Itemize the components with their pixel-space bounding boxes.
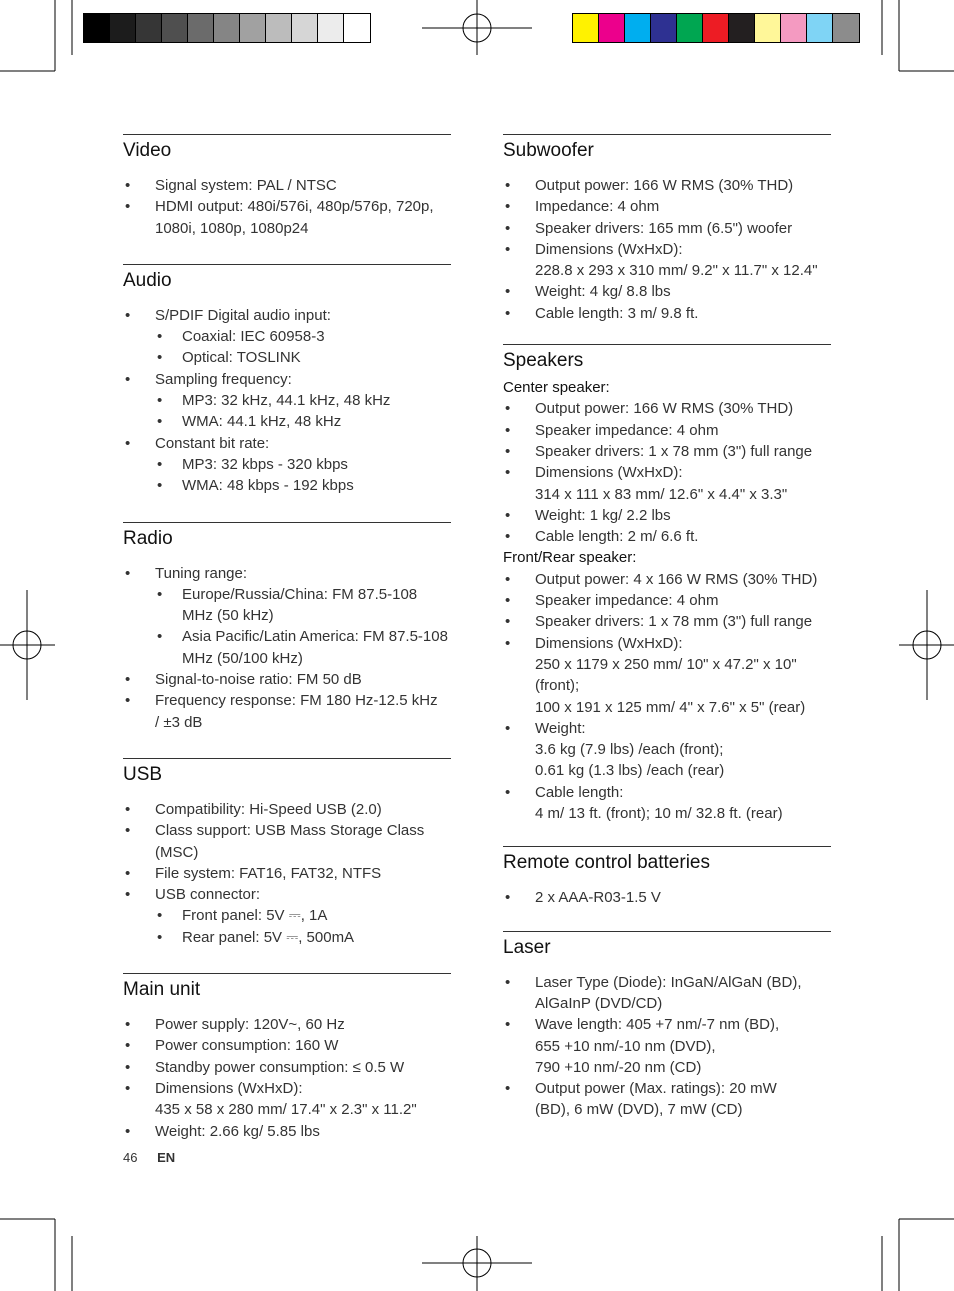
spec-text: 100 x 191 x 125 mm/ 4" x 7.6" x 5" (rear) [535, 698, 806, 716]
spec-text: • Output power: 4 x 166 W RMS (30% THD) [535, 570, 818, 588]
spec-subitem [155, 454, 451, 475]
spec-text: • Power consumption: 160 W [155, 1037, 339, 1055]
spec-item [503, 1014, 831, 1078]
spec-text: • Dimensions (WxHxD): [535, 634, 683, 652]
spec-text: 314 x 111 x 83 mm/ 12.6" x 4.4" x 3.3" [535, 485, 788, 503]
spec-subitem [155, 326, 451, 347]
spec-list [503, 887, 831, 908]
spec-text: AlGaInP (DVD/CD) [535, 994, 663, 1012]
section-title: Subwoofer [503, 140, 594, 161]
color-swatch [807, 14, 833, 42]
spec-item [123, 863, 451, 884]
spec-item [503, 569, 831, 590]
color-swatch [625, 14, 651, 42]
spec-text: • Dimensions (WxHxD): [155, 1079, 303, 1097]
section-laser [503, 931, 831, 1121]
right-column [503, 134, 831, 1121]
color-swatch [240, 14, 266, 42]
spec-item [503, 239, 831, 282]
subsection-title: Center speaker: [503, 379, 610, 397]
spec-text: • Weight: 1 kg/ 2.2 lbs [535, 506, 671, 524]
spec-subitem [155, 584, 451, 627]
spec-item [123, 196, 451, 239]
spec-list [503, 398, 831, 547]
spec-list [123, 175, 451, 239]
spec-subitem [155, 905, 451, 926]
spec-text: 228.8 x 293 x 310 mm/ 9.2" x 11.7" x 12.4" [535, 262, 818, 280]
spec-item [123, 563, 451, 669]
spec-item [123, 1121, 451, 1142]
spec-sublist [155, 584, 451, 669]
section-remote-control-batteries [503, 846, 831, 908]
spec-text: (MSC) [155, 843, 199, 861]
spec-text: MHz (50 kHz) [182, 607, 274, 625]
color-swatch [755, 14, 781, 42]
spec-text: • Class support: USB Mass Storage Class [155, 822, 425, 840]
color-swatch [162, 14, 188, 42]
spec-text: • 2 x AAA-R03-1.5 V [535, 889, 661, 907]
spec-item [503, 505, 831, 526]
spec-text: • Output power (Max. ratings): 20 mW [535, 1080, 777, 1098]
spec-text: • Laser Type (Diode): InGaN/AlGaN (BD), [535, 973, 802, 991]
subsection-title: Front/Rear speaker: [503, 549, 637, 567]
spec-text: 250 x 1179 x 250 mm/ 10" x 47.2" x 10" [535, 655, 797, 673]
spec-text: • Weight: 4 kg/ 8.8 lbs [535, 283, 671, 301]
spec-text: 1080i, 1080p, 1080p24 [155, 219, 309, 237]
spec-text: • USB connector: [155, 886, 261, 904]
color-swatch [136, 14, 162, 42]
section-title: Remote control batteries [503, 852, 710, 874]
spec-text: • Cable length: 3 m/ 9.8 ft. [535, 304, 699, 322]
color-swatch [110, 14, 136, 42]
spec-item [123, 1057, 451, 1078]
spec-item [123, 669, 451, 690]
spec-list [123, 305, 451, 497]
spec-text: • Wave length: 405 +7 nm/-7 nm (BD), [535, 1016, 780, 1034]
spec-text: • Dimensions (WxHxD): [535, 464, 683, 482]
section-radio [123, 522, 451, 733]
spec-text: • Speaker drivers: 1 x 78 mm (3") full range [535, 613, 813, 631]
language-code: EN [157, 1150, 176, 1165]
section-subwoofer [503, 134, 831, 324]
color-swatch [729, 14, 755, 42]
spec-text: • WMA: 48 kbps - 192 kbps [182, 477, 354, 495]
section-audio [123, 264, 451, 497]
spec-text: • Power supply: 120V~, 60 Hz [155, 1016, 345, 1034]
page-footer [123, 1150, 175, 1165]
spec-item [503, 611, 831, 632]
spec-text: • Dimensions (WxHxD): [535, 240, 683, 258]
spec-item [123, 305, 451, 369]
spec-subitem [155, 927, 451, 948]
section-title: Radio [123, 527, 173, 549]
spec-text: • Weight: [535, 719, 586, 737]
spec-text: • Optical: TOSLINK [182, 349, 301, 367]
spec-text: • Tuning range: [155, 564, 248, 582]
spec-item [123, 369, 451, 433]
spec-text: 0.61 kg (1.3 lbs) /each (rear) [535, 762, 725, 780]
spec-item [123, 175, 451, 196]
spec-sublist [155, 390, 451, 433]
spec-item [123, 1035, 451, 1056]
spec-item [503, 633, 831, 718]
spec-text: • Weight: 2.66 kg/ 5.85 lbs [155, 1122, 320, 1140]
section-video [123, 134, 451, 239]
spec-list [503, 175, 831, 324]
spec-list [123, 563, 451, 733]
spec-item [503, 420, 831, 441]
spec-item [503, 303, 831, 324]
spec-item [503, 462, 831, 505]
spec-text: • Coaxial: IEC 60958-3 [182, 328, 325, 346]
spec-item [503, 782, 831, 825]
color-swatch [651, 14, 677, 42]
grayscale-color-bar [83, 13, 371, 43]
spec-text: 435 x 58 x 280 mm/ 17.4" x 2.3" x 11.2" [155, 1101, 417, 1119]
spec-item [123, 690, 451, 733]
color-swatch [214, 14, 240, 42]
spec-text: • Frequency response: FM 180 Hz-12.5 kHz [155, 692, 438, 710]
spec-text: 790 +10 nm/-20 nm (CD) [535, 1058, 702, 1076]
spec-list [123, 1014, 451, 1142]
section-title: Laser [503, 936, 551, 958]
spec-text: • Signal-to-noise ratio: FM 50 dB [155, 671, 362, 689]
section-title: Speakers [503, 350, 584, 372]
spec-list [503, 972, 831, 1121]
color-swatch [781, 14, 807, 42]
spec-item [503, 218, 831, 239]
spec-item [503, 398, 831, 419]
spec-text: • HDMI output: 480i/576i, 480p/576p, 720p, [155, 198, 434, 216]
spec-item [503, 1078, 831, 1121]
spec-text: • Cable length: 2 m/ 6.6 ft. [535, 528, 699, 546]
spec-text: • File system: FAT16, FAT32, NTFS [155, 864, 382, 882]
spec-text: • S/PDIF Digital audio input: [155, 306, 331, 324]
section-title: USB [123, 763, 163, 785]
spec-item [503, 718, 831, 782]
spec-text: • WMA: 44.1 kHz, 48 kHz [182, 413, 342, 431]
spec-text: • Constant bit rate: [155, 434, 270, 452]
spec-text: • Front panel: 5V ⎓, 1A [182, 907, 328, 925]
color-swatch [599, 14, 625, 42]
spec-text: • Sampling frequency: [155, 370, 292, 388]
spec-text: • Speaker impedance: 4 ohm [535, 421, 719, 439]
section-title: Audio [123, 269, 172, 291]
spec-item [503, 972, 831, 1015]
left-column [123, 134, 451, 1142]
spec-text: • Impedance: 4 ohm [535, 198, 660, 216]
color-swatch [318, 14, 344, 42]
spec-text: 4 m/ 13 ft. (front); 10 m/ 32.8 ft. (rear) [535, 805, 783, 823]
spec-item [123, 799, 451, 820]
spec-sublist [155, 326, 451, 369]
spec-list [123, 799, 451, 948]
spec-item [123, 1078, 451, 1121]
spec-text: • Output power: 166 W RMS (30% THD) [535, 400, 794, 418]
color-swatch [188, 14, 214, 42]
section-speakers [503, 344, 831, 824]
spec-item [123, 433, 451, 497]
spec-sublist [155, 905, 451, 948]
spec-text: • Cable length: [535, 783, 624, 801]
spec-item [503, 526, 831, 547]
color-swatch [833, 14, 859, 42]
spec-sublist [155, 454, 451, 497]
spec-text: • MP3: 32 kHz, 44.1 kHz, 48 kHz [182, 392, 391, 410]
color-swatch [266, 14, 292, 42]
section-title: Video [123, 140, 172, 161]
page-number: 46 [123, 1150, 138, 1165]
spec-item [503, 590, 831, 611]
spec-subitem [155, 390, 451, 411]
spec-item [503, 441, 831, 462]
spec-item [503, 887, 831, 908]
spec-subitem [155, 347, 451, 368]
spec-text: • Speaker drivers: 1 x 78 mm (3") full range [535, 442, 813, 460]
spec-list [503, 569, 831, 825]
spec-item [503, 196, 831, 217]
spec-text: MHz (50/100 kHz) [182, 649, 303, 667]
section-usb [123, 758, 451, 948]
spec-subitem [155, 475, 451, 496]
spec-text: 3.6 kg (7.9 lbs) /each (front); [535, 741, 724, 759]
section-title: Main unit [123, 979, 201, 1001]
spec-text: (front); [535, 677, 580, 695]
color-swatch [344, 14, 370, 42]
process-color-bar [572, 13, 860, 43]
color-swatch [677, 14, 703, 42]
spec-item [503, 281, 831, 302]
spec-text: • Output power: 166 W RMS (30% THD) [535, 177, 794, 194]
spec-item [123, 884, 451, 948]
spec-text: • MP3: 32 kbps - 320 kbps [182, 455, 348, 473]
spec-text: • Standby power consumption: ≤ 0.5 W [155, 1058, 405, 1076]
spec-text: • Speaker drivers: 165 mm (6.5") woofer [535, 219, 793, 237]
section-main-unit [123, 973, 451, 1142]
spec-text: • Rear panel: 5V ⎓, 500mA [182, 928, 355, 946]
spec-subitem [155, 411, 451, 432]
spec-text: • Compatibility: Hi-Speed USB (2.0) [155, 800, 382, 818]
spec-text: (BD), 6 mW (DVD), 7 mW (CD) [535, 1101, 743, 1119]
spec-item [123, 820, 451, 863]
spec-text: • Europe/Russia/China: FM 87.5-108 [182, 585, 418, 603]
spec-text: / ±3 dB [155, 713, 203, 731]
spec-item [503, 175, 831, 196]
color-swatch [703, 14, 729, 42]
spec-text: • Speaker impedance: 4 ohm [535, 592, 719, 610]
spec-text: 655 +10 nm/-10 nm (DVD), [535, 1037, 716, 1055]
spec-text: • Signal system: PAL / NTSC [155, 177, 337, 194]
color-swatch [292, 14, 318, 42]
spec-item [123, 1014, 451, 1035]
spec-text: • Asia Pacific/Latin America: FM 87.5-108 [182, 628, 448, 646]
spec-subitem [155, 626, 451, 669]
color-swatch [84, 14, 110, 42]
color-swatch [573, 14, 599, 42]
